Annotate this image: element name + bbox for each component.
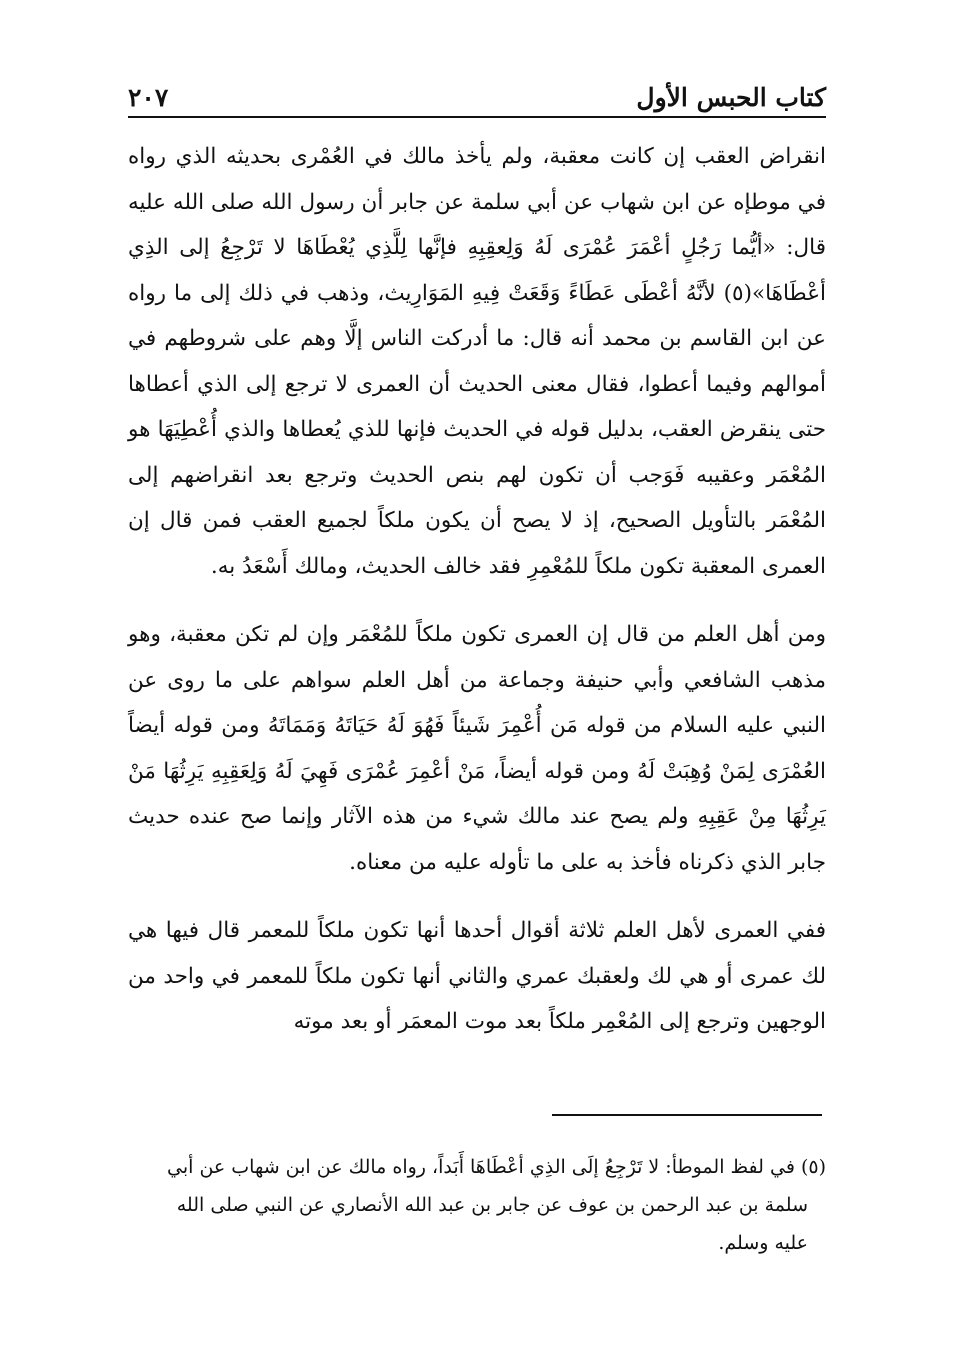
body-text [128,134,826,1045]
footnote-divider [552,1114,822,1116]
footnote-line: (٥) في لفظ الموطأ: لا تَرْجِعُ إلَى الذِي أعْطَاهَا أَبَداً، رواه مالك عن ابن شهاب عن أبي [167,1156,826,1178]
page-number: ٢٠٧ [128,83,169,112]
paragraph: ففي العمرى لأهل العلم ثلاثة أقوال أحدها أنها تكون ملكاً للمعمر قال فيها هي لك عمرى أو هي لك ولعقبك عمري والثاني أنها تكون ملكاً للمعمر في واحد من الوجهين وترجع إلى المُعْمِر ملكاً بعد موت المعمَر أو بعد موته [128,918,826,1034]
paragraph: انقراض العقب إن كانت معقبة، ولم يأخذ مالك في العُمْرى بحديثه الذي رواه في موطإه عن ابن شهاب عن أبي سلمة عن جابر أن رسول الله صلى الله عليه قال: «أيُّما رَجُلٍ أعْمَرَ عُمْرَى لَهُ وَلِعقِبِهِ فإنَّها لِلَّذِي يُعْطَاهَا لا تَرْجِعُ إلى الذِي أعْطَاهَا»(٥) لأنَّهُ أعْطَى عَطَاءً وَقَعَتْ فِيهِ المَوَارِيث، وذهب في ذلك إلى ما رواه عن ابن القاسم بن محمد أنه قال: ما أدركت الناس إلَّا وهم على شروطهم في أموالهم وفيما أعطوا، فقال معنى الحديث أن العمرى لا ترجع إلى الذي أعطاها حتى ينقرض العقب، بدليل قوله في الحديث فإنها للذي يُعطاها والذي أُعْطِيَهَا هو المُعْمَر وعقيبه فَوَجب أن تكون لهم بنص الحديث وترجع بعد انقراضهم إلى المُعْمَر بالتأويل الصحيح، إذ لا يصح أن يكون ملكاً لجميع العقب فمن قال إن العمرى المعقبة تكون ملكاً للمُعْمِرِ فقد خالف الحديث، ومالك أَسْعَدُ به. [128,144,826,579]
running-title: كتاب الحبس الأول [636,83,826,112]
paragraph: ومن أهل العلم من قال إن العمرى تكون ملكاً للمُعْمَر وإن لم تكن معقبة، وهو مذهب الشافعي وأبي حنيفة وجماعة من أهل العلم سواهم على ما روى عن النبي عليه السلام من قوله مَن أُعْمِرَ شَيئاً فَهُوَ لَهُ حَيَاتَهُ وَمَمَاتَهُ ومن قوله أيضاً العُمْرَى لِمَنْ وُهِبَتْ لَهُ ومن قوله أيضاً، مَنْ أعْمِرَ عُمْرَى فَهِيَ لَهُ وَلِعَقِبِهِ يَرِثُهَا مَنْ يَرِثُهَا مِنْ عَقِبِهِ ولم يصح عند مالك شيء من هذه الآثار وإنما صح عنده حديث جابر الذي ذكرناه فأخذ به على ما تأوله عليه من معناه. [128,622,826,875]
footnote-line: عليه وسلم. [718,1232,808,1254]
footnote-line: سلمة بن عبد الرحمن بن عوف عن جابر بن عبد الله الأنصاري عن النبي صلى الله [176,1194,808,1216]
page-header [128,78,826,118]
footnotes [128,1148,826,1262]
